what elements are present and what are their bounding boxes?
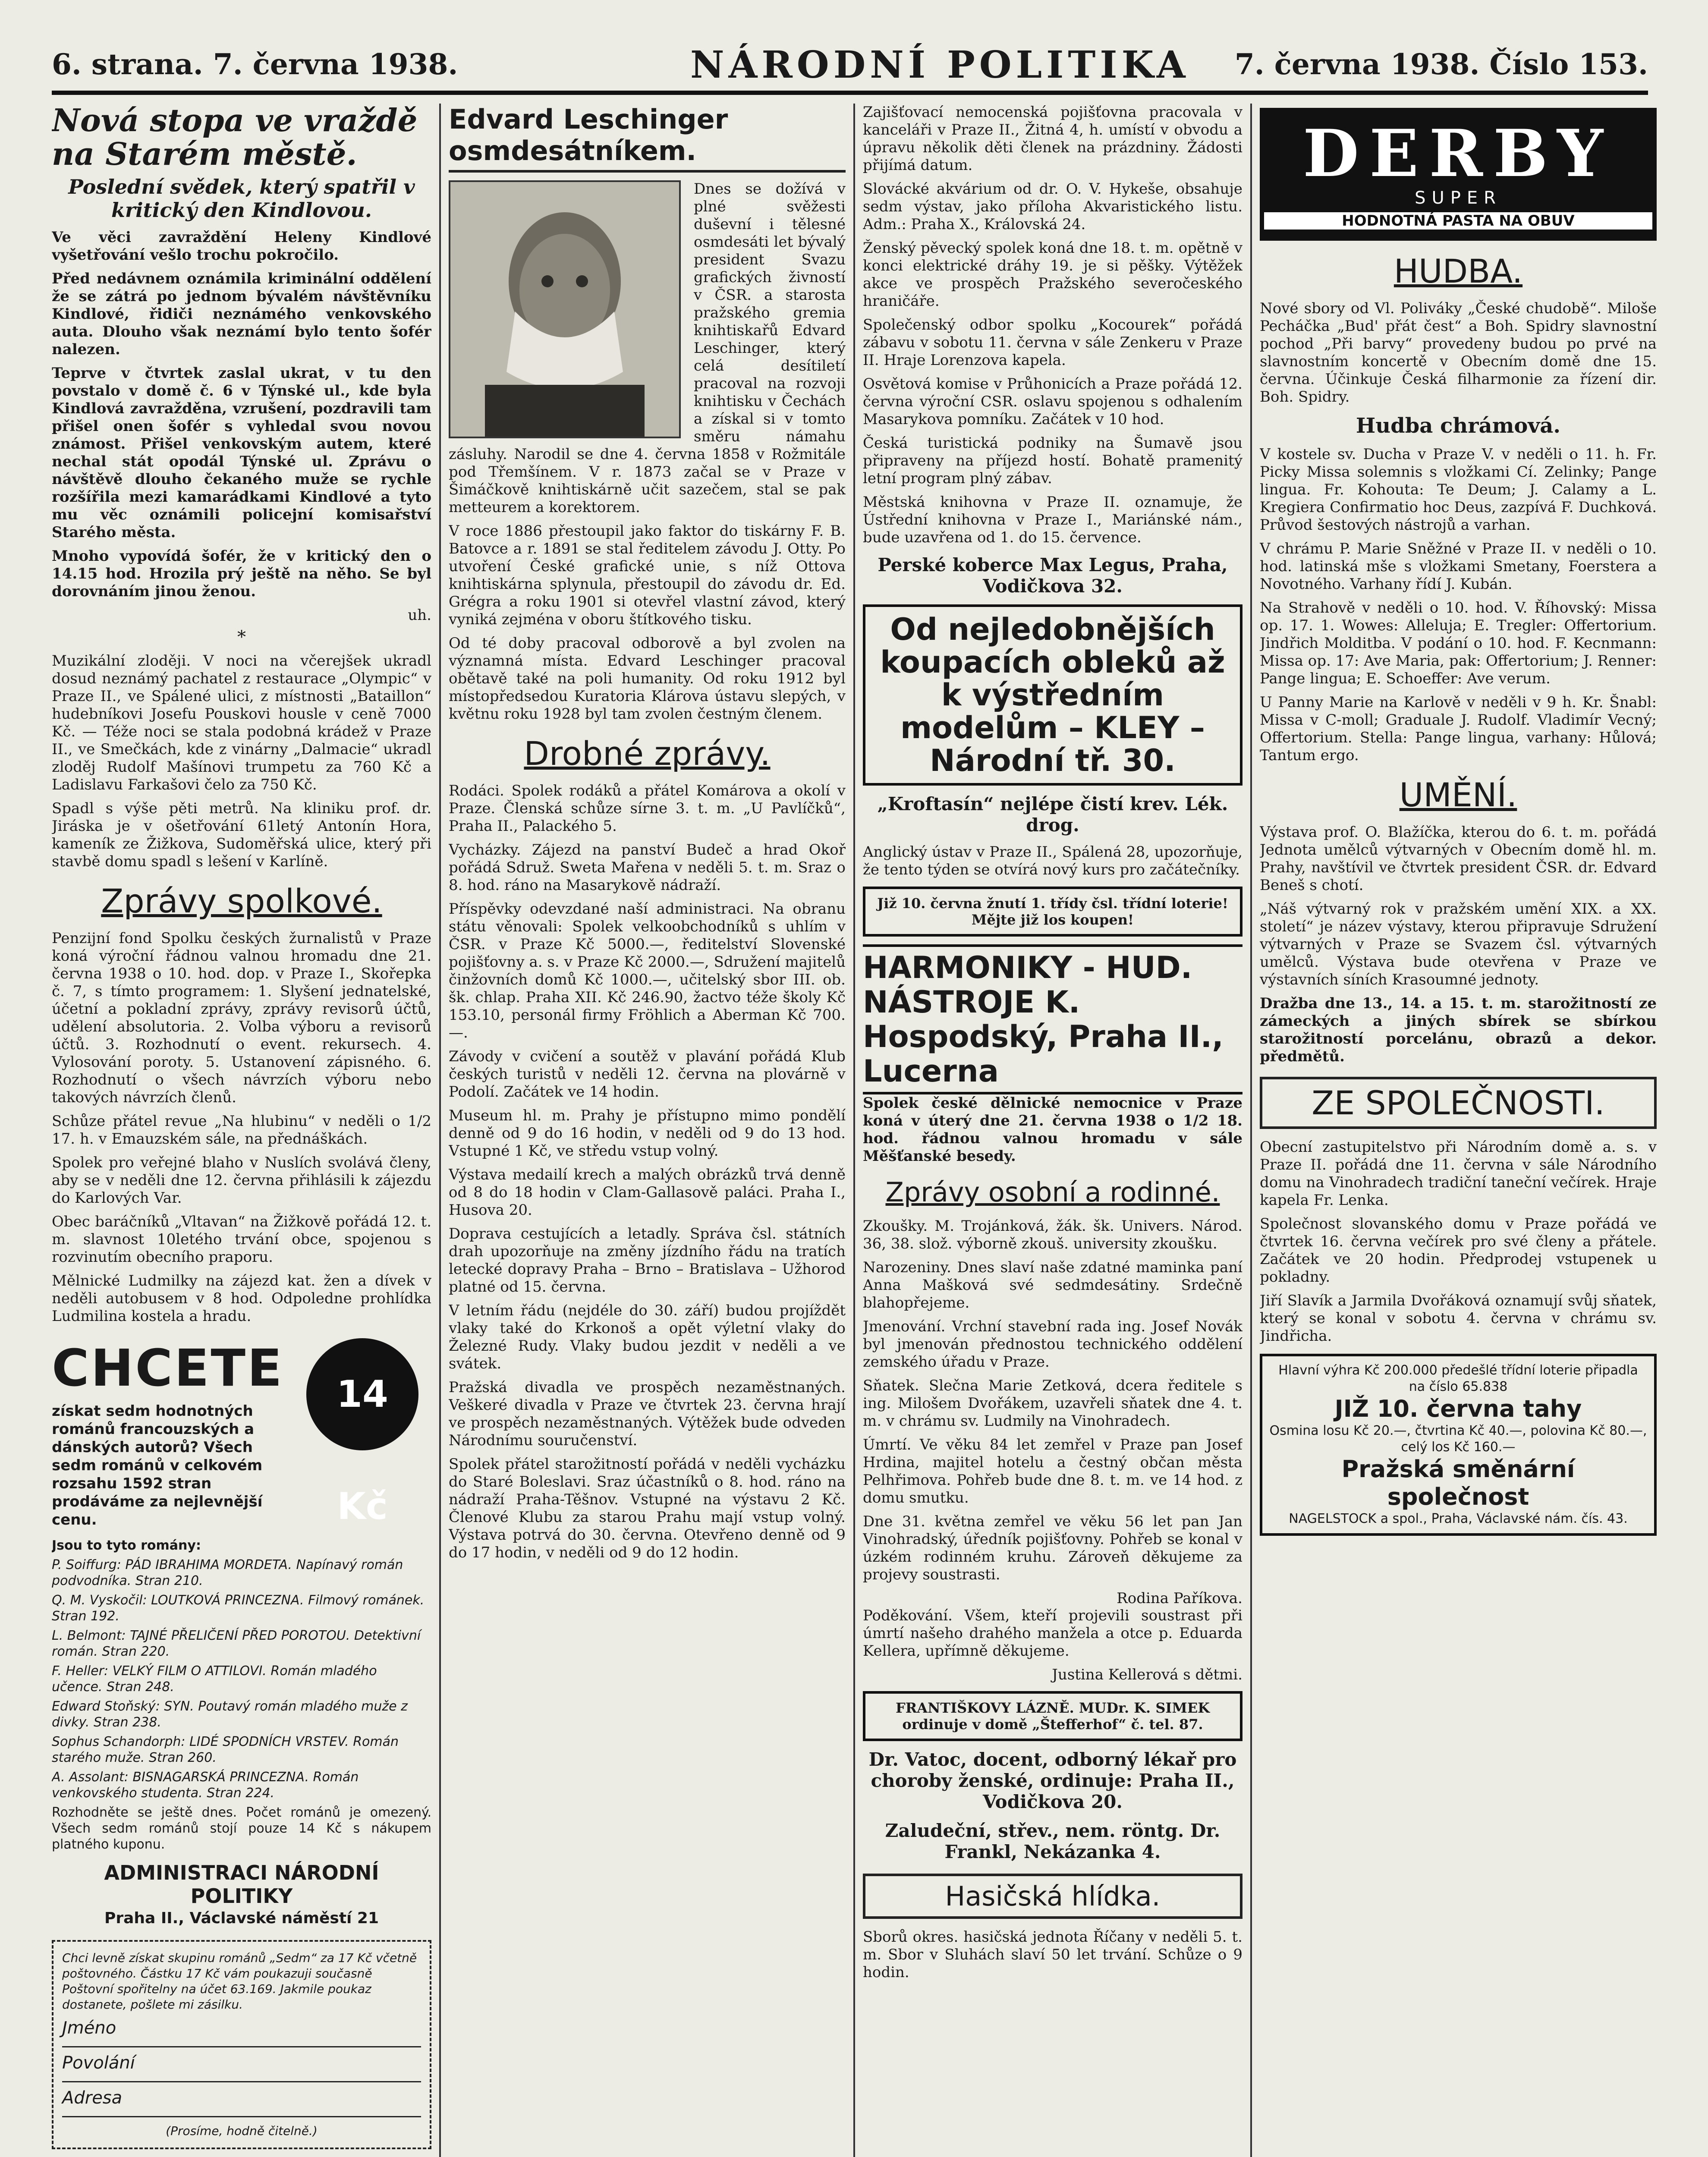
date-left: 7. června 1938. <box>213 47 458 81</box>
article-paragraph: Dnes se dožívá v plné svěžesti duševní i tělesné osmdesáti let bývalý president Svazu grafických živností v ČSR. a starosta pražského gremia knihtiskařů Edvard Leschinger, který celá desítiletí pracoval na rozvoji knihtisku v Čechách a získal si v tomto směru námahu zásluhy. Narodil se dne 4. června 1858 v Rožmitále pod Třemšínem. V r. 1873 začal se v Praze v Šimáčkově knihtiskárně učit sazečem, stal se pak metteurem a korektorem. <box>449 180 846 516</box>
article-paragraph: Od té doby pracoval odborově a byl zvolen na významná místa. Edvard Leschinger pracoval obětavě také na poli humanity. Od roku 1912 byl místopředsedou Kuratoria Klárova ústavu slepých, v květnu roku 1928 byl tam zvolen čestným členem. <box>449 635 846 723</box>
news-item: Penzijní fond Spolku českých žurnalistů v Praze koná výroční řádnou valnou hromadu dne 21. června 1938 o 10. hod. dop. v Praze I., Skořepka č. 7, s tímto programem: 1. Slyšení jednatelské, účetní a pokladní zprávy, zprávy revisorů účtů, udělení absolutoria. 2. Volba výboru a revisorů účtů. 3. Rozhodnutí o event. rekursech. 4. Vylosování poroty. 5. Ustanovení zápisného. 6. Rozhodnutí o všech návrzích výboru nebo takových návrzích členů. <box>52 930 431 1106</box>
coupon-address-field[interactable]: Adresa <box>62 2090 421 2117</box>
admin-title: ADMINISTRACI NÁRODNÍ POLITIKY <box>104 1861 379 1908</box>
ad-derby <box>1260 108 1657 241</box>
news-item: Česká turistická podniky na Šumavě jsou připraveny na příjezd hostí. Bohatě pramenitý letní program plný zábav. <box>863 434 1242 487</box>
separator-star: * <box>237 627 246 647</box>
signature: Justina Kellerová s dětmi. <box>1052 1666 1242 1683</box>
lottery-line: Hlavní výhra Kč 200.000 předešlé třídní loterie připadla na číslo 65.838 <box>1278 1363 1638 1394</box>
coupon-name-field[interactable]: Jméno <box>62 2020 421 2047</box>
news-item: Sborů okres. hasičská jednota Říčany v neděli 5. t. m. Sbor v Sluhách slaví 50 let trvání. Schůze o 9 hodin. <box>863 1928 1242 1981</box>
subtitle-chramova: Hudba chrámová. <box>1356 414 1561 438</box>
novel-list-intro: Jsou to tyto romány: <box>52 1538 201 1553</box>
coupon-footnote: (Prosíme, hodně čitelně.) <box>166 2124 318 2138</box>
headline-leschinger: Edvard Leschinger osmdesátníkem. <box>449 104 846 173</box>
news-item: Nové sbory od Vl. Poliváky „České chudobě“. Miloše Pecháčka „Bud' přát čest“ a Boh. Spidry slavnostní pochod „Při barvy“ provedeny budou po prvé na slavnostním koncertě v Obecním domě dne 15. června. Účinkuje Česká filharmonie za řízení dir. Boh. Spidry. <box>1260 300 1657 406</box>
date-right: 7. června 1938. <box>1234 47 1480 81</box>
article-paragraph: Před nedávnem oznámila kriminální oddělení že se zátrá po jednom bývalém návštěvníku Kindlové, řidiči neznámého venkovského auta. Dlouho však neznámí bylo tento šofér nalezen. <box>52 270 431 358</box>
news-item: Rodáci. Spolek rodáků a přátel Komárova a okolí v Praze. Členská schůze sírne 3. t. m. „U Pavlíčků“, Praha II., Palackého 5. <box>449 782 846 835</box>
lottery-address: NAGELSTOCK a spol., Praha, Václavské nám. čís. 43. <box>1289 1511 1628 1526</box>
novel-item: Sophus Schandorph: LIDÉ SPODNÍCH VRSTEV. Román starého muže. Stran 260. <box>52 1734 399 1765</box>
portrait-photo <box>449 180 681 438</box>
section-title-umeni: UMĚNÍ. <box>1399 776 1517 814</box>
ad-lazne-text: FRANTIŠKOVY LÁZNĚ. MUDr. K. SIMEK ordinuje v domě „Štefferhof“ č. tel. 87. <box>895 1700 1210 1733</box>
novel-item: P. Soiffurg: PÁD IBRAHIMA MORDETA. Napínavý román podvodníka. Stran 210. <box>52 1557 403 1588</box>
masthead-right <box>1235 47 1648 81</box>
order-coupon <box>52 1940 431 2149</box>
column-rule <box>439 104 441 2157</box>
novel-item: A. Assolant: BISNAGARSKÁ PRINCEZNA. Román venkovského studenta. Stran 224. <box>52 1770 359 1801</box>
news-item: Schůze přátel revue „Na hlubinu“ v neděli o 1/2 17. h. v Emauzském sále, na přednáškách. <box>52 1113 431 1148</box>
column-1 <box>52 104 431 2157</box>
news-item: Ženský pěvecký spolek koná dne 18. t. m. opětně v konci elektrické dráhy 19. je si pěšky. Výtěžek akce ve prospěch Pražského severočeského hraničáře. <box>863 239 1242 310</box>
price-badge: 14 Kč <box>306 1338 418 1450</box>
novel-list <box>52 1538 431 1801</box>
article-paragraph: Teprve v čtvrtek zaslal ukrat, v tu den povstalo v domě č. 6 v Týnské ul., kde byla Kindlová zavražděna, vzrušení, pozdravili tam přišel onen šofér s vyhledal svou novou známost. Přišel venkovským autem, které nechal stát opodál Týnské ul. Zprávu o návštěvě dlouho čekaného muže se rychle rozšířila mezi kamarádkami Kindlové a tyto mu věc oznámili policejní komisařství Starého města. <box>52 365 431 541</box>
ad-zahuden: Zaludeční, střev., nem. röntg. Dr. Frankl, Nekázanka 4. <box>885 1820 1220 1862</box>
novel-item: Q. M. Vyskočil: LOUTKOVÁ PRINCEZNA. Filmový románek. Stran 192. <box>52 1593 425 1624</box>
column-rule <box>1250 104 1252 2157</box>
newspaper-title: NÁRODNÍ POLITIKA <box>690 43 1190 87</box>
news-item: Výstava medailí krech a malých obrázků trvá denně od 8 do 18 hodin v Clam-Gallasově paláci. Praha I., Husova 20. <box>449 1166 846 1219</box>
lottery-headline: JIŽ 10. června tahy <box>1334 1395 1582 1422</box>
section-title-spolkove: Zprávy spolkové. <box>101 882 382 920</box>
lottery-company: Pražská směnární společnost <box>1341 1456 1575 1510</box>
news-item: Sňatek. Slečna Marie Zetková, dcera ředitele s ing. Milošem Dvořákem, uzavřeli sňatek dne 4. t. m. v chrámu sv. Ludmily na Vinohradech. <box>863 1377 1242 1430</box>
subhead-murder: Poslední svědek, který spatřil v kritický den Kindlovou. <box>68 175 415 222</box>
ad-derby-brand: DERBY <box>1302 116 1614 192</box>
news-item: Příspěvky odevzdané naší administraci. Na obranu státu věnovali: Spolek velkoobchodníků s uhlím v ČSR. v Praze Kč 5000.—, ředitelství Slovenské pojišťovny a. s. v Praze Kč 2000.—, Sdružení majitelů činžovních domů Kč 1000.—, učitelský sbor III. ob. šk. chlap. Praha XII. Kč 246.90, žactvo téže školy Kč 153.10, personál firmy Fröhlich a Aberman Kč 700.—. <box>449 900 846 1041</box>
section-title-spolecnost: ZE SPOLEČNOSTI. <box>1260 1077 1657 1129</box>
news-item: Doprava cestujících a letadly. Správa čsl. státních drah upozorňuje na změny jízdního řádu na tratích letecké dopravy Praha – Brno – Bratislava – Užhorod platné od 15. června. <box>449 1225 846 1295</box>
news-item: Na Strahově v neděli o 10. hod. V. Říhovský: Missa op. 17. 1. Wowes: Alleluja; E. Tregler: Offertorium. Jindřich Molditba. V podání o 10. hod. F. Kecnmann: Missa op. 17: Ave Maria, pak: Offertorium; J. Renner: Pange lingua; E. Schoeffer: Ave verum. <box>1260 599 1657 687</box>
news-item: Městská knihovna v Praze II. oznamuje, že Ústřední knihovna v Praze I., Mariánské nám., bude uzavřena od 1. do 15. července. <box>863 494 1242 546</box>
page-number: 6. strana. <box>52 47 203 81</box>
novel-item: Edward Stoňský: SYN. Poutavý román mladého muže z divky. Stran 238. <box>52 1699 408 1730</box>
news-item: Osvětová komise v Průhonicích a Praze pořádá 12. června výroční CSR. oslavu spojenou s odhalením Masarykova pomníku. Začátek v 10 hod. <box>863 375 1242 428</box>
masthead-left <box>52 47 458 81</box>
portrait-illustration <box>450 182 679 437</box>
news-item: „Náš výtvarný rok v pražském umění XIX. a XX. století“ je název výstavy, kterou připravuje Sdružení výtvarných v Praze se Svazem čsl. výtvarných umělců. Výstava bude otevřena v Praze ve výstavních síních Krasoumné jednoty. <box>1260 900 1657 988</box>
news-item: Výstava prof. O. Blažíčka, kterou do 6. t. m. pořádá Jednota umělců výtvarných v Obecním domě hl. m. Prahy, navštívil ve čtvrtek president ČSR. dr. Edvard Beneš s chotí. <box>1260 824 1657 894</box>
news-item: Spadl s výše pěti metrů. Na kliniku prof. dr. Jiráska je v ošetřování 61letý Antonín Hora, kameník ze Žižkova, Sudoměřská ulice, který při stavbě domu spadl s lešení v Karlíně. <box>52 800 431 870</box>
ad-loterie-text: Již 10. června žnutí 1. třídy čsl. třídní loterie! Mějte již los koupen! <box>877 895 1228 928</box>
ad-loterie-small <box>863 887 1242 937</box>
news-item: Poděkování. Všem, kteří projevili soustrast při úmrtí našeho drahého manžela a otce p. Eduarda Kellera, upřímně děkujeme. <box>863 1607 1242 1660</box>
ad-krofta: „Kroftasín“ nejlépe čistí krev. Lék. drog. <box>877 793 1228 836</box>
headline-murder: Nová stopa ve vraždě na Starém městě. <box>52 104 418 172</box>
news-item: Společnost slovanského domu v Praze pořádá ve čtvrtek 16. června večírek pro své členy a přátele. Začátek ve 20 hodin. Předprodej vstupenek u pokladny. <box>1260 1215 1657 1286</box>
article-paragraph: Mnoho vypovídá šofér, že v kritický den o 14.15 hod. Hrozila prý ještě na něho. Se byl dorovnáním jinou ženou. <box>52 547 431 600</box>
news-item: Pražská divadla ve prospěch nezaměstnaných. Veškeré divadla v Praze ve čtvrtek 23. června hrají ve prospěch nezaměstnaných. Výtěžek bude odveden Národnímu souručenství. <box>449 1379 846 1449</box>
article-paragraph: V roce 1886 přestoupil jako faktor do tiskárny F. B. Batovce a r. 1891 se stal ředitelem závodu J. Otty. Po utvoření České grafické unie, s níž Ottova knihtiskárna splynula, přestoupil do závodu dr. Ed. Grégra a roku 1901 si otevřel vlastní závod, který vyniká zejména v oboru štítkového tisku. <box>449 522 846 628</box>
ad-lazne <box>863 1691 1242 1741</box>
ad-intro: získat sedm hodnotných románů francouzských a dánských autorů? Všech sedm románů v celkovém rozsahu 1592 stran prodáváme za nejlevnější cenu. <box>52 1402 263 1528</box>
novel-ad <box>52 1338 431 2149</box>
ad-harmoniky: HARMONIKY - HUD. NÁSTROJE K. Hospodský, Praha II., Lucerna <box>863 944 1242 1094</box>
news-item: Obecní zastupitelstvo při Národním domě a. s. v Praze II. pořádá dne 11. června v sále Národního domu na Vinohradech tradiční taneční večírek. Hraje kapela Fr. Lenka. <box>1260 1138 1657 1209</box>
signature: Rodina Paříkova. <box>1117 1590 1242 1607</box>
column-rule <box>853 104 855 2157</box>
section-title-hudba: HUDBA. <box>1393 252 1523 290</box>
news-item: Vycházky. Zájezd na panství Budeč a hrad Okoř pořádá Sdruž. Sweta Mařena v neděli 5. t. m. Sraz o 8. hod. ráno na Masarykově nádraží. <box>449 841 846 894</box>
news-item: V kostele sv. Ducha v Praze V. v neděli o 11. h. Fr. Picky Missa solemnis s vložkami Cí. Zelinky; Pange lingua. Fr. Kohouta: Te Deum; J. Calamy a L. Kregiera Confirmatio hoc Deus, zazpívá F. Duchková. Průvod šestových nástrojů a varhan. <box>1260 446 1657 534</box>
column-4 <box>1260 104 1657 2157</box>
news-item: Mělnické Ludmilky na zájezd kat. žen a dívek v neděli autobusem v 8 hod. Odpoledne prohlídka Ludmilina kostela a hradu. <box>52 1272 431 1325</box>
news-item: Slovácké akvárium od dr. O. V. Hykeše, obsahuje sedm výstav, jako příloha Akvaristického listu. Adm.: Praha X., Královská 24. <box>863 180 1242 233</box>
order-note: Rozhodněte se ještě dnes. Počet románů je omezený. Všech sedm románů stojí pouze 14 Kč s nákupem platného kuponu. <box>52 1805 431 1852</box>
news-item: Zajišťovací nemocenská pojišťovna pracovala v kanceláři v Praze II., Žitná 4, h. umístí v obvodu a úpravu několik děti členek na prázdniny. Žádosti přijímá datum. <box>863 104 1242 174</box>
news-item: Zkoušky. M. Trojánková, žák. šk. Univers. Národ. 36, 38. slož. výborně zkouš. university zkoušku. <box>863 1217 1242 1252</box>
news-item: Dražba dne 13., 14. a 15. t. m. starožitností ze zámeckých a jiných sbírek se sbírkou starožitností porcelánu, obrazů a dekor. předmětů. <box>1260 995 1657 1065</box>
ad-koberce: Perské koberce Max Legus, Praha, Vodičkova 32. <box>878 554 1228 597</box>
ad-headline: CHCETE <box>52 1338 284 1398</box>
news-item: U Panny Marie na Karlově v neděli v 9 h. Kr. Šnabl: Missa v C-moll; Graduale J. Rudolf. Vladimír Vecný; Offertorium. Stella: Pange lingua, varhany: Hůlová; Tantum ergo. <box>1260 694 1657 764</box>
signature: uh. <box>408 607 431 624</box>
news-item: Závody v cvičení a soutěž v plavání pořádá Klub českých turistů v neděli 12. června na plovárně v Podolí. Začátek ve 14 hodin. <box>449 1048 846 1101</box>
news-item: Úmrtí. Ve věku 84 let zemřel v Praze pan Josef Hrdina, majitel hotelu a čestný občan města Pelhřimova. Pohřeb bude dne 8. t. m. ve 14 hod. z domu smutku. <box>863 1436 1242 1506</box>
coupon-text: Chci levně získat skupinu románů „Sedm“ za 17 Kč včetně poštovného. Částku 17 Kč vám poukazuji současně Poštovní spořitelny na účet 63.169. Jakmile poukaz dostanete, pošlete mi zásilku. <box>62 1951 417 2012</box>
news-item: Jmenování. Vrchní stavební rada ing. Josef Novák byl jmenován přednostou technického oddělení zemského úřadu v Praze. <box>863 1318 1242 1371</box>
ad-derby-tagline: HODNOTNÁ PASTA NA OBUV <box>1264 212 1652 230</box>
news-item: Dne 31. května zemřel ve věku 56 let pan Jan Vinohradský, úředník pojišťovny. Pohřeb se konal v úzkém rodinném kruhu. Zároveň děkujeme za projevy soustrasti. <box>863 1513 1242 1583</box>
news-item: Společenský odbor spolku „Kocourek“ pořádá zábavu v sobotu 11. června v sále Zenkeru v Praze II. Hraje Lorenzova kapela. <box>863 316 1242 369</box>
masthead <box>52 43 1648 95</box>
section-title-drobne: Drobné zprávy. <box>524 734 771 773</box>
ad-derby-super: SUPER <box>1415 188 1502 208</box>
ad-harmoniky-note: Spolek české dělnické nemocnice v Praze koná v úterý dne 21. června 1938 o 1/2 18. hod. řádnou valnou hromadu v sále Měšťanské besedy. <box>863 1094 1242 1165</box>
coupon-job-field[interactable]: Povolání <box>62 2055 421 2082</box>
news-item: Narozeniny. Dnes slaví naše zdatné maminka paní Anna Mašková své sedmdesátiny. Srdečně blahopřejeme. <box>863 1259 1242 1311</box>
section-title-osobni: Zprávy osobní a rodinné. <box>885 1176 1220 1208</box>
news-item: V letním řádu (nejdéle do 30. září) budou projíždět vlaky také do Krkonoš a opět výletní vlaky do Železné Rudy. Vlaky budou jezdit v neděli a ve svátek. <box>449 1302 846 1372</box>
lottery-prices: Osmina losu Kč 20.—, čtvrtina Kč 40.—, polovina Kč 80.—, celý los Kč 160.— <box>1269 1423 1647 1455</box>
news-item: Museum hl. m. Prahy je přístupno mimo pondělí denně od 9 do 16 hodin, v neděli od 9 do 13 hod. Vstupné 1 Kč, ve středu vstup volný. <box>449 1107 846 1160</box>
news-item: Jiří Slavík a Jarmila Dvořáková oznamují svůj sňatek, který se konal v sobotu 4. června v chrámu sv. Jindřicha. <box>1260 1292 1657 1345</box>
admin-address: Praha II., Václavské náměstí 21 <box>104 1909 379 1927</box>
section-title-hasicska: Hasičská hlídka. <box>863 1874 1242 1919</box>
ad-sklepy: Anglický ústav v Praze II., Spálená 28, upozorňuje, že tento týden se otvírá nový kurs pro začátečníky. <box>863 843 1242 878</box>
news-item: Muzikální zloději. V noci na včerejšek ukradl dosud neznámý pachatel z restaurace „Olympic“ v Praze II., ve Spálené ulici, z místnosti „Bataillon“ hudebníkovi Josefu Pouskovi housle v ceně 7000 Kč. — Téže noci se stala podobná krádež v Praze II., ve Smečkách, kde z vinárny „Dalmacie“ ukradl zloděj Rudolf Mašínovi trumpetu za 760 Kč a Ladislavu Farkašovi čelo za 750 Kč. <box>52 652 431 793</box>
novel-item: F. Heller: VELKÝ FILM O ATTILOVI. Román mladého učence. Stran 248. <box>52 1663 377 1695</box>
news-item: Spolek pro veřejné blaho v Nuslích svolává členy, aby se v neděli dne 12. června přihlásili k zájezdu do Karlových Var. <box>52 1154 431 1207</box>
ad-obleky <box>863 604 1242 786</box>
article-paragraph: Ve věci zavraždění Heleny Kindlové vyšetřování vešlo trochu pokročilo. <box>52 229 431 264</box>
column-2 <box>449 104 846 2157</box>
ad-obleky-text: Od nejledobnějších koupacích obleků až k výstředním modelům – KLEY – Národní tř. 30. <box>880 612 1225 778</box>
news-item: Obec baráčníků „Vltavan“ na Žižkově pořádá 12. t. m. slavnost 10letého trvání obce, spojenou s rozvinutím obecního praporu. <box>52 1213 431 1266</box>
news-item: Spolek přátel starožitností pořádá v neděli vycházku do Staré Boleslavi. Sraz účastníků o 8. hod. ráno na nádraží Praha-Těšnov. Vstupné na výstavu 2 Kč. Členové Klubu za starou Prahu mají vstup volný. Výstava potrvá do 30. června. Otevřeno denně od 9 do 17 hodin, v neděli od 9 do 12 hodin. <box>449 1456 846 1561</box>
ad-lottery <box>1260 1354 1657 1536</box>
column-3 <box>863 104 1242 2157</box>
issue-number: Číslo 153. <box>1489 47 1648 81</box>
novel-item: L. Belmont: TAJNÉ PŘELIČENÍ PŘED POROTOU. Detektivní román. Stran 220. <box>52 1628 421 1659</box>
news-item: V chrámu P. Marie Sněžné v Praze II. v neděli o 10. hod. latinská mše s vložkami Smetany, Foerstera a Novotného. Varhany řídí J. Kubán. <box>1260 540 1657 593</box>
ad-vatoc: Dr. Vatoc, docent, odborný lékař pro choroby ženské, ordinuje: Praha II., Vodičkova 20. <box>868 1749 1237 1812</box>
